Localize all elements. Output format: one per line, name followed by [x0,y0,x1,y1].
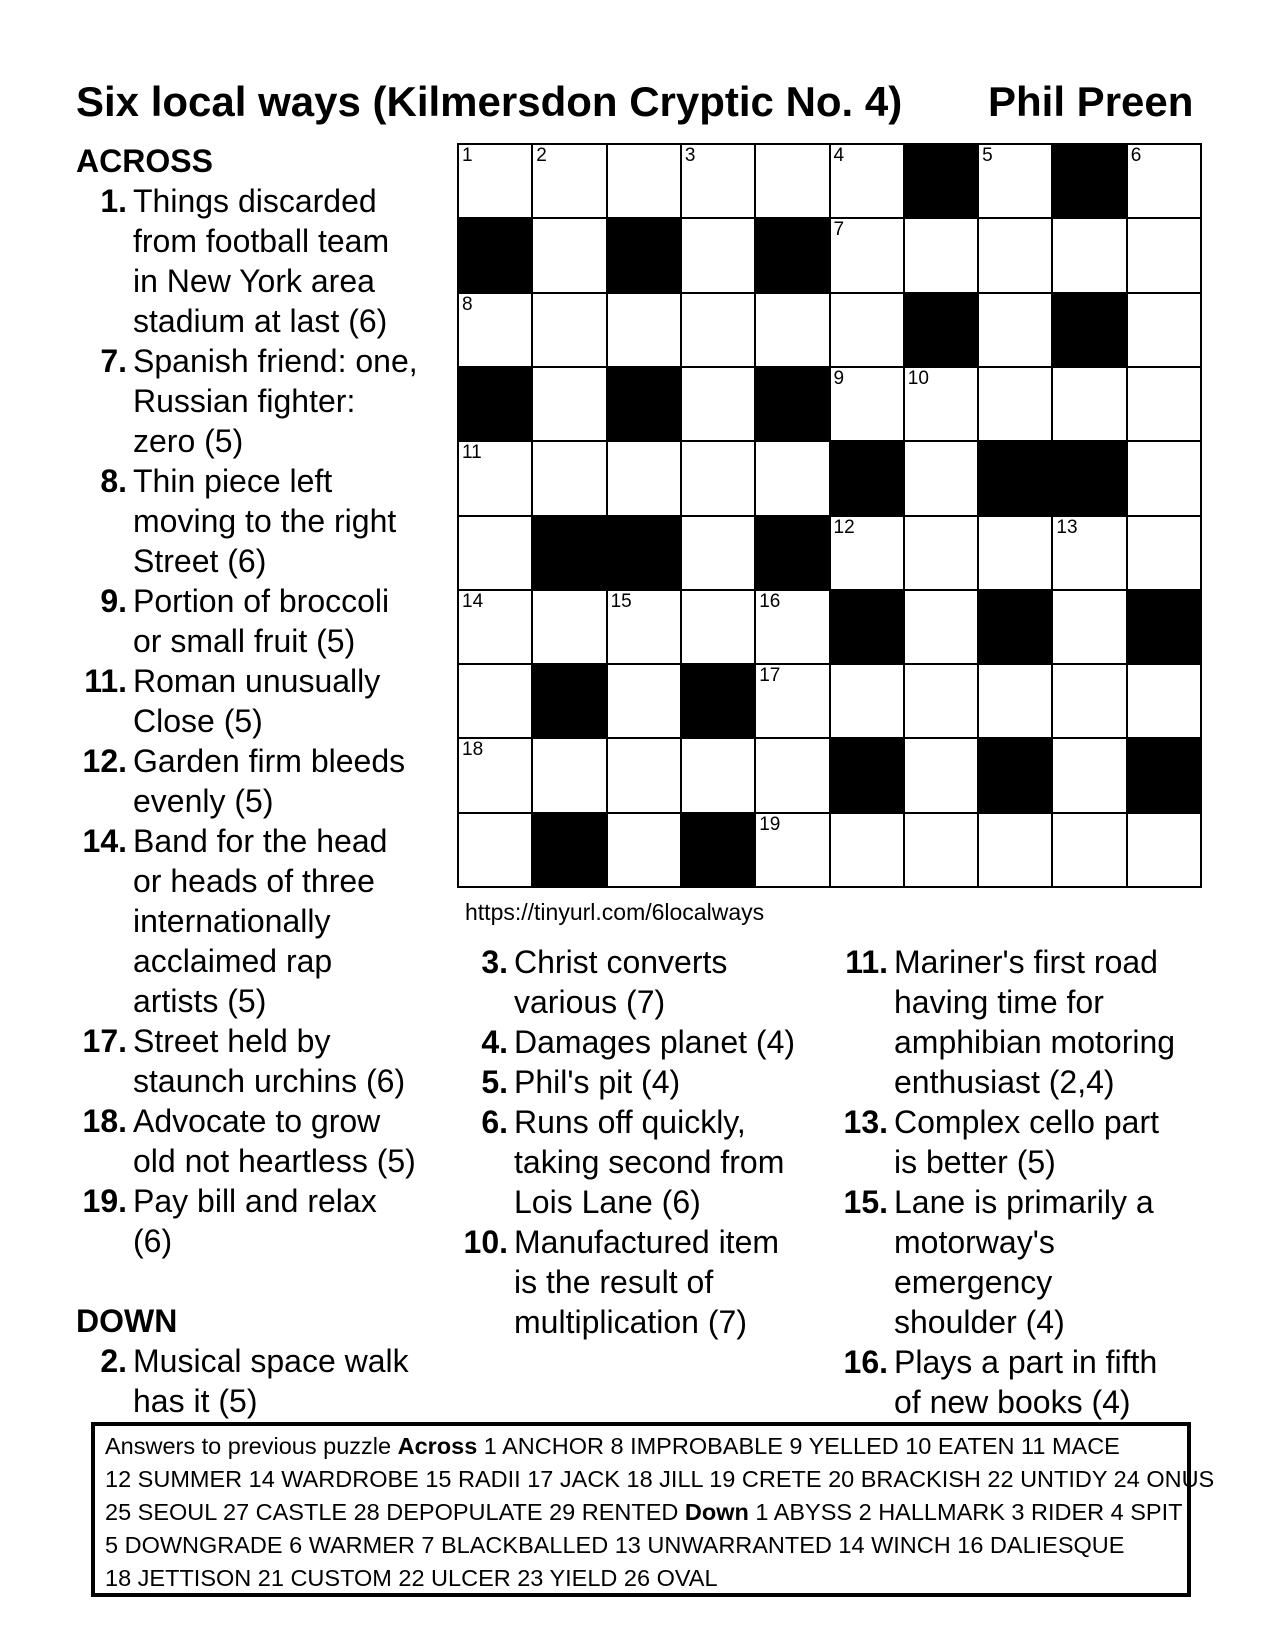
clue-text-line: or small fruit (5) [133,623,356,659]
clue-text-line: stadium at last (6) [133,303,388,339]
clue-number: 2. [100,1343,127,1379]
grid-cell[interactable] [1052,218,1126,292]
answers-section-label: Down [684,1499,749,1525]
clue-number-label: 7 [833,219,845,241]
clue-number-label: 18 [462,739,484,761]
grid-cell[interactable] [458,590,532,664]
answers-line [105,1496,1183,1529]
clue-item[interactable] [463,1222,814,1342]
grid-cell[interactable] [978,516,1052,590]
grid-cell[interactable] [830,144,904,218]
clue-item[interactable] [481,1022,814,1062]
clue-number: 14. [82,823,127,859]
grid-cell[interactable] [681,590,755,664]
grid-cell[interactable] [904,218,978,292]
clue-text-line: shoulder (4) [894,1304,1065,1340]
grid-cell[interactable] [1052,813,1126,887]
answers-text: 12 SUMMER 14 WARDROBE 15 RADII 17 JACK 18 JILL 19 CRETE 20 BRACKISH 22 UNTIDY 24 ONUS [105,1466,1215,1492]
grid-cell[interactable] [830,293,904,367]
clue-item[interactable] [82,821,443,1021]
down-clue-list [100,1341,443,1421]
clue-number-label: 8 [462,293,473,315]
clue-text-line: Portion of broccoli [133,583,390,619]
clue-text-line: Manufactured item [514,1224,780,1260]
clue-number-label: 3 [684,145,696,166]
black-square [681,664,755,738]
black-square [1127,738,1201,812]
clue-item[interactable] [82,1181,443,1261]
clue-text-line: Lane is primarily a [894,1184,1154,1220]
clue-item[interactable] [100,181,443,341]
grid-cell[interactable] [1052,664,1126,738]
clue-text-line: is better (5) [894,1144,1056,1180]
clue-item[interactable] [843,1342,1224,1422]
grid-cell[interactable] [681,367,755,441]
clue-text-line: emergency [894,1264,1053,1300]
black-square [607,218,681,292]
clue-item[interactable] [84,661,443,741]
clue-text-line: Musical space walk [133,1343,409,1379]
clue-number-label: 1 [462,145,473,166]
clue-text-line: enthusiast (2,4) [894,1064,1115,1100]
clue-text-line: Pay bill and relax [133,1183,377,1219]
grid-cell[interactable] [607,813,681,887]
grid-cell[interactable] [458,144,532,218]
clue-number-label: 15 [610,590,632,612]
black-square [978,590,1052,664]
grid-cell[interactable] [1127,441,1201,515]
previous-answers-box [91,1422,1215,1597]
clue-item[interactable] [82,741,443,821]
answers-text: 18 JETTISON 21 CUSTOM 22 ULCER 23 YIELD 26 OVAL [105,1565,718,1591]
grid-cell[interactable] [607,590,681,664]
down-clue-list [843,942,1224,1422]
grid-cell[interactable] [607,144,681,218]
clue-item[interactable] [100,581,443,661]
clue-item[interactable] [481,1102,814,1222]
clue-text-line: Thin piece left [133,463,333,499]
black-square [755,367,829,441]
clue-text-line: Spanish friend: one, [133,343,418,379]
answers-text: Answers to previous puzzle [105,1433,398,1459]
black-square [532,516,606,590]
clue-text-line: in New York area [133,263,375,299]
clue-number: 6. [481,1104,508,1140]
grid-cell[interactable] [755,664,829,738]
answers-line [105,1430,1177,1463]
grid-cell[interactable] [830,367,904,441]
grid-cell[interactable] [1127,144,1201,218]
clue-text-line: motorway's [894,1224,1055,1260]
clue-text-line: (6) [133,1223,173,1259]
grid-cell[interactable] [681,144,755,218]
clue-number-label: 4 [833,145,845,166]
clue-text-line: has it (5) [133,1383,258,1419]
clue-text-line: internationally [133,903,331,939]
grid-cell[interactable] [1052,516,1126,590]
clue-text-line: Lois Lane (6) [514,1184,701,1220]
grid-cell[interactable] [458,293,532,367]
puzzle-link[interactable]: https://tinyurl.com/6localways [465,899,765,925]
grid-cell[interactable] [1127,516,1201,590]
clue-number: 19. [82,1183,127,1219]
grid-cell[interactable] [1127,293,1201,367]
black-square [681,813,755,887]
grid-cell[interactable] [532,293,606,367]
clue-text-line: artists (5) [133,983,267,1019]
grid-cell[interactable] [978,813,1052,887]
down-heading: DOWN [76,1303,178,1339]
clue-text-line: various (7) [514,984,666,1020]
clue-number: 9. [100,583,127,619]
clue-text-line: Damages planet (4) [514,1024,796,1060]
black-square [458,367,532,441]
clue-text-line: zero (5) [133,423,244,459]
grid-cell[interactable] [681,738,755,812]
grid-cell[interactable] [1052,590,1126,664]
grid-cell[interactable] [532,738,606,812]
answers-text: 5 DOWNGRADE 6 WARMER 7 BLACKBALLED 13 UNWARRANTED 14 WINCH 16 DALIESQUE [105,1532,1125,1558]
clue-item[interactable] [481,1062,814,1102]
clue-item[interactable] [100,461,443,581]
across-heading: ACROSS [76,143,213,179]
grid-cell[interactable] [904,813,978,887]
grid-cell[interactable] [755,293,829,367]
across-clue-list [82,181,443,1261]
grid-cell[interactable] [755,813,829,887]
clue-number-label: 2 [536,145,547,166]
grid-cell[interactable] [458,738,532,812]
clue-number: 11. [84,663,127,699]
grid-cell[interactable] [532,367,606,441]
black-square [755,516,829,590]
grid-cell[interactable] [681,516,755,590]
puzzle-title: Six local ways (Kilmersdon Cryptic No. 4) [76,78,903,125]
black-square [1127,590,1201,664]
down-clues-column-right [843,942,1224,1422]
black-square [607,367,681,441]
clue-text-line: Garden firm bleeds [133,743,406,779]
grid-cell[interactable] [755,738,829,812]
black-square [978,441,1052,515]
grid-cell[interactable] [1127,664,1201,738]
black-square [830,441,904,515]
clue-number-label: 16 [759,590,781,612]
black-square [532,664,606,738]
clue-text-line: from football team [133,223,390,259]
grid-cell[interactable] [978,293,1052,367]
answers-line [105,1529,1177,1562]
clue-text-line: of new books (4) [894,1384,1131,1420]
grid-cell[interactable] [830,813,904,887]
black-square [904,144,978,218]
clue-text-line: taking second from [514,1144,785,1180]
grid-cell[interactable] [755,590,829,664]
grid-cell[interactable] [681,218,755,292]
grid-cell[interactable] [1052,738,1126,812]
clue-number-label: 19 [759,813,781,835]
grid-cell[interactable] [607,738,681,812]
clue-text-line: Plays a part in fifth [894,1344,1158,1380]
clue-text-line: having time for [894,984,1104,1020]
grid-cell[interactable] [904,664,978,738]
down-clue-list [463,942,814,1342]
grid-cell[interactable] [755,144,829,218]
clue-text-line: Christ converts [514,944,728,980]
grid-cell[interactable] [755,441,829,515]
clue-text-line: Mariner's first road [894,944,1158,980]
clue-number: 17. [82,1023,127,1059]
down-clues-column-middle [463,942,814,1342]
clue-text-line: old not heartless (5) [133,1143,416,1179]
grid-cell[interactable] [458,813,532,887]
clue-text-line: Complex cello part [894,1104,1159,1140]
clue-text-line: Street held by [133,1023,331,1059]
grid-cell[interactable] [978,664,1052,738]
clue-number: 11. [845,944,888,980]
grid-cell[interactable] [607,664,681,738]
black-square [1052,293,1126,367]
grid-cell[interactable] [904,367,978,441]
clue-number: 1. [100,183,127,219]
clue-number: 16. [843,1344,888,1380]
grid-cell[interactable] [607,293,681,367]
grid-cell[interactable] [532,218,606,292]
clue-number-label: 11 [462,442,482,464]
clue-text-line: acclaimed rap [133,943,333,979]
black-square [830,590,904,664]
clue-item[interactable] [843,1102,1224,1182]
clue-number: 5. [481,1064,508,1100]
grid-cell[interactable] [830,218,904,292]
clue-text-line: Advocate to grow [133,1103,381,1139]
answers-text: 1 ABYSS 2 HALLMARK 3 RIDER 4 SPIT [748,1499,1183,1525]
black-square [607,516,681,590]
clue-text-line: Runs off quickly, [514,1104,746,1140]
clue-number: 8. [100,463,127,499]
clue-number-label: 10 [907,367,929,389]
clue-item[interactable] [82,1101,443,1181]
grid-cell[interactable] [458,441,532,515]
grid-cell[interactable] [978,367,1052,441]
crossword-grid[interactable] [457,143,1202,888]
answers-text: 25 SEOUL 27 CASTLE 28 DEPOPULATE 29 RENTED [105,1499,685,1525]
grid-cell[interactable] [904,590,978,664]
grid-cell[interactable] [607,441,681,515]
clue-item[interactable] [100,1341,443,1421]
grid-cell[interactable] [830,664,904,738]
clue-text-line: or heads of three [133,863,375,899]
clue-number-label: 13 [1056,516,1078,538]
grid-cell[interactable] [904,738,978,812]
clue-text-line: Things discarded [133,183,377,219]
clue-text-line: Street (6) [133,543,267,579]
answers-text: 1 ANCHOR 8 IMPROBABLE 9 YELLED 10 EATEN 11 MACE [477,1433,1120,1459]
grid-cell[interactable] [1127,218,1201,292]
grid-cell[interactable] [458,664,532,738]
black-square [904,293,978,367]
grid-cell[interactable] [978,218,1052,292]
clue-number: 12. [82,743,127,779]
answers-line [105,1463,1215,1496]
clue-number: 10. [463,1224,508,1260]
grid-cell[interactable] [830,516,904,590]
across-clues-column [76,141,443,1421]
answers-line [105,1562,1177,1595]
clue-text-line: Russian fighter: [133,383,356,419]
grid-cell[interactable] [1127,367,1201,441]
clue-item[interactable] [82,1021,443,1101]
clue-text-line: evenly (5) [133,783,274,819]
clue-text-line: Phil's pit (4) [514,1064,681,1100]
clue-text-line: Roman unusually [133,663,381,699]
black-square [458,218,532,292]
clue-number: 13. [843,1104,888,1140]
grid-cell[interactable] [532,590,606,664]
clue-number-label: 5 [982,145,993,166]
clue-number-label: 12 [833,516,855,538]
clue-text-line: staunch urchins (6) [133,1063,406,1099]
grid-cell[interactable] [532,441,606,515]
clue-item[interactable] [100,341,443,461]
black-square [755,218,829,292]
clue-number-label: 14 [462,590,484,612]
clue-number: 7. [100,343,127,379]
black-square [1052,144,1126,218]
clue-item[interactable] [845,942,1224,1102]
author-name: Phil Preen [988,78,1194,125]
clue-text-line: Close (5) [133,703,263,739]
black-square [1052,441,1126,515]
clue-text-line: moving to the right [133,503,397,539]
grid-cell[interactable] [1052,367,1126,441]
clue-text-line: is the result of [514,1264,714,1300]
grid-cell[interactable] [681,293,755,367]
grid-cell[interactable] [904,516,978,590]
black-square [532,813,606,887]
clue-item[interactable] [843,1182,1224,1342]
clue-text-line: Band for the head [133,823,388,859]
answers-section-label: Across [397,1433,478,1459]
clue-number-label: 9 [833,367,845,389]
grid-cell[interactable] [681,441,755,515]
grid-cell[interactable] [1127,813,1201,887]
black-square [978,738,1052,812]
grid-cell[interactable] [904,441,978,515]
clue-number-label: 6 [1130,145,1142,166]
clue-number-label: 17 [759,665,781,687]
grid-cell[interactable] [978,144,1052,218]
grid-cell[interactable] [532,144,606,218]
clue-item[interactable] [481,942,814,1022]
clue-text-line: amphibian motoring [894,1024,1176,1060]
grid-cell[interactable] [458,516,532,590]
clue-number: 18. [82,1103,127,1139]
clue-number: 4. [481,1024,508,1060]
clue-number: 3. [481,944,508,980]
clue-text-line: multiplication (7) [514,1304,747,1340]
black-square [830,738,904,812]
clue-number: 15. [843,1184,888,1220]
